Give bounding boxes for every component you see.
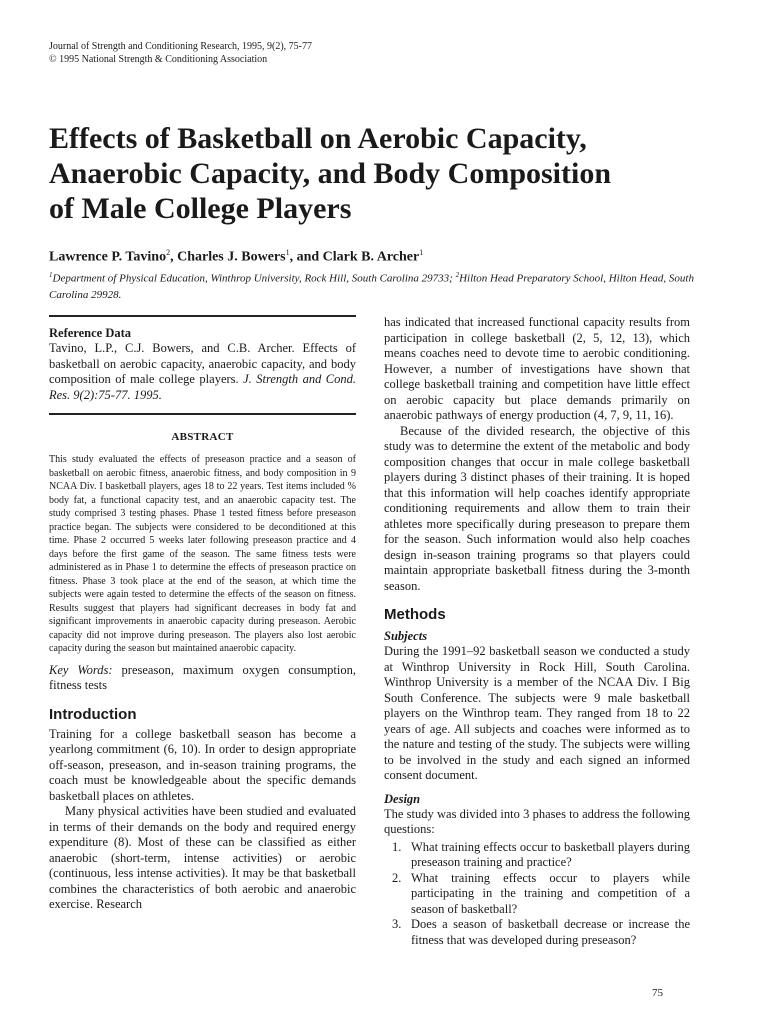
list-item-number: 1. <box>392 839 402 854</box>
paragraph: The study was divided into 3 phases to address the following questions: <box>384 806 690 836</box>
author-name: Charles J. Bowers <box>177 249 286 265</box>
list-item <box>384 840 690 871</box>
journal-header <box>49 40 312 66</box>
list-item-text: What training effects occur to basketball players during preseason training and practice? <box>411 839 690 869</box>
paragraph: has indicated that increased functional capacity results from participation in college basketball (2, 5, 12, 13), which means coaches need to devote time to aerobic conditioning. However, a number of investigations have shown that college basketball training and competition have little effect on aerobic capacity but place demands primarily on anaerobic pathways of energy production (4, 7, 9, 11, 16). <box>384 315 690 422</box>
affiliation-mark: 2 <box>455 271 460 279</box>
paragraph: During the 1991–92 basketball season we conducted a study at Winthrop University in Rock Hill, South Carolina. Winthrop University is a member of the NCAA Div. I Big South Conference. The subjects were 9 male basketball players on the Winthrop team. They ranged from 18 to 22 years of age. All subjects and coaches were informed as to the nature and testing of the study. The subjects were willing to be involved in the study and each signed an informed consent document. <box>384 644 690 782</box>
page-number: 75 <box>652 987 663 999</box>
section-heading-methods: Methods <box>384 606 446 623</box>
copyright-notice: © 1995 National Strength & Conditioning Association <box>49 54 268 65</box>
reference-citation: Tavino, L.P., C.J. Bowers, and C.B. Archer. Effects of basketball on aerobic capacity, anaerobic capacity, and body composition of male college players. <box>49 341 356 386</box>
reference-text <box>49 341 356 403</box>
affiliations <box>49 267 729 303</box>
section-heading-introduction: Introduction <box>49 705 137 723</box>
keywords-text: preseason, maximum oxygen consumption, fitness tests <box>49 662 356 692</box>
author-affiliation-mark: 2 <box>166 248 171 257</box>
keywords-label: Key Words: <box>49 662 113 677</box>
affiliation-mark: 1 <box>49 271 53 279</box>
reference-journal: J. Strength and Cond. Res. 9(2):75-77. 1995. <box>49 372 357 402</box>
left-column <box>49 315 356 913</box>
list-item-number: 3. <box>392 917 402 931</box>
keywords <box>49 663 356 694</box>
article-title <box>49 121 729 226</box>
list-item <box>384 871 690 918</box>
list-item-number: 2. <box>392 870 402 885</box>
list-item-text: Does a season of basketball decrease or increase the fitness that was developed during preseason? <box>411 917 690 947</box>
reference-heading: Reference Data <box>49 326 132 340</box>
author-name: Lawrence P. Tavino <box>49 249 167 265</box>
subsection-heading-subjects: Subjects <box>384 629 428 643</box>
list-item-text: What training effects occur to players while participating in the training and competition of a season of basketball? <box>411 870 690 916</box>
author-affiliation-mark: 1 <box>419 248 424 257</box>
question-list <box>384 840 690 949</box>
divider <box>49 315 356 317</box>
title-line-3: of Male College Players <box>49 192 352 225</box>
divider <box>49 413 356 415</box>
affiliation-text: Department of Physical Education, Winthrop University, Rock Hill, South Carolina 29733; <box>52 272 456 285</box>
title-line-1: Effects of Basketball on Aerobic Capacity, <box>49 122 587 155</box>
author-affiliation-mark: 1 <box>285 248 290 257</box>
abstract-heading: ABSTRACT <box>171 431 234 443</box>
paragraph: Many physical activities have been studied and evaluated in terms of their demands on the body and required energy expenditure (8). Most of these can be classified as either anaerobic (short-term, intense activities) or aerobic (continuous, less intense activities). It may be that basketball combines the characteristics of both aerobic and anaerobic exercise. Research <box>49 804 356 911</box>
paragraph: Because of the divided research, the objective of this study was to determine the extent of the metabolic and body composition changes that occur in male college basketball players during 3 distinct phases of their training. It is hoped that this information will help coaches identify appropriate conditioning requirements and allow them to train their athletes more specifically during preseason to prepare them for the season. Such information would also help coaches design in-season training programs so that players could maintain appropriate basketball fitness during the 3-month season. <box>384 423 690 593</box>
author-list: Lawrence P. Tavino$^2$, Charles J. Bowers$^1$, and Clark B. Archer$^1$ <box>49 248 424 265</box>
abstract-text: This study evaluated the effects of preseason practice and a season of basketball on aerobic fitness, anaerobic fitness, and body composition in 9 NCAA Div. I basketball players, ages 18 to 22 years. Test items included % body fat, a functional capacity test, and an anaerobic capacity test. The study comprised 3 testing phases. Phase 1 tested fitness before preseason practice began. The subjects were considered to be deconditioned at this time. Phase 2 occurred 5 weeks later following preseason practice and 4 days before the first game of the season. The same fitness tests were administered as in Phase 1 to determine the effects of preseason practice on fitness. Phase 3 took place at the end of the season, at which time the subjects were again tested to determine the effects of the season on fitness. Results suggest that players had significant decreases in body fat and significant improvements in anaerobic capacity during preseason. Aerobic capacity did not improve during preseason. The players also lost aerobic capacity during the season but maintained anaerobic capacity. <box>49 454 356 654</box>
subsection-heading-design: Design <box>384 791 421 806</box>
paragraph: Training for a college basketball season has become a yearlong commitment (6, 10). In order to design appropriate off-season, preseason, and in-season training programs, the coach must be knowledgeable about the specific demands basketball places on athletes. <box>49 726 356 803</box>
title-line-2: Anaerobic Capacity, and Body Composition <box>49 157 612 190</box>
author-name: Clark B. Archer <box>322 249 420 265</box>
journal-citation: Journal of Strength and Conditioning Research, 1995, 9(2), 75-77 <box>49 41 313 52</box>
right-column <box>384 315 690 948</box>
list-item <box>384 917 690 948</box>
affiliation-text: Hilton Head Preparatory School, Hilton Head, South Carolina 29928. <box>49 272 694 301</box>
